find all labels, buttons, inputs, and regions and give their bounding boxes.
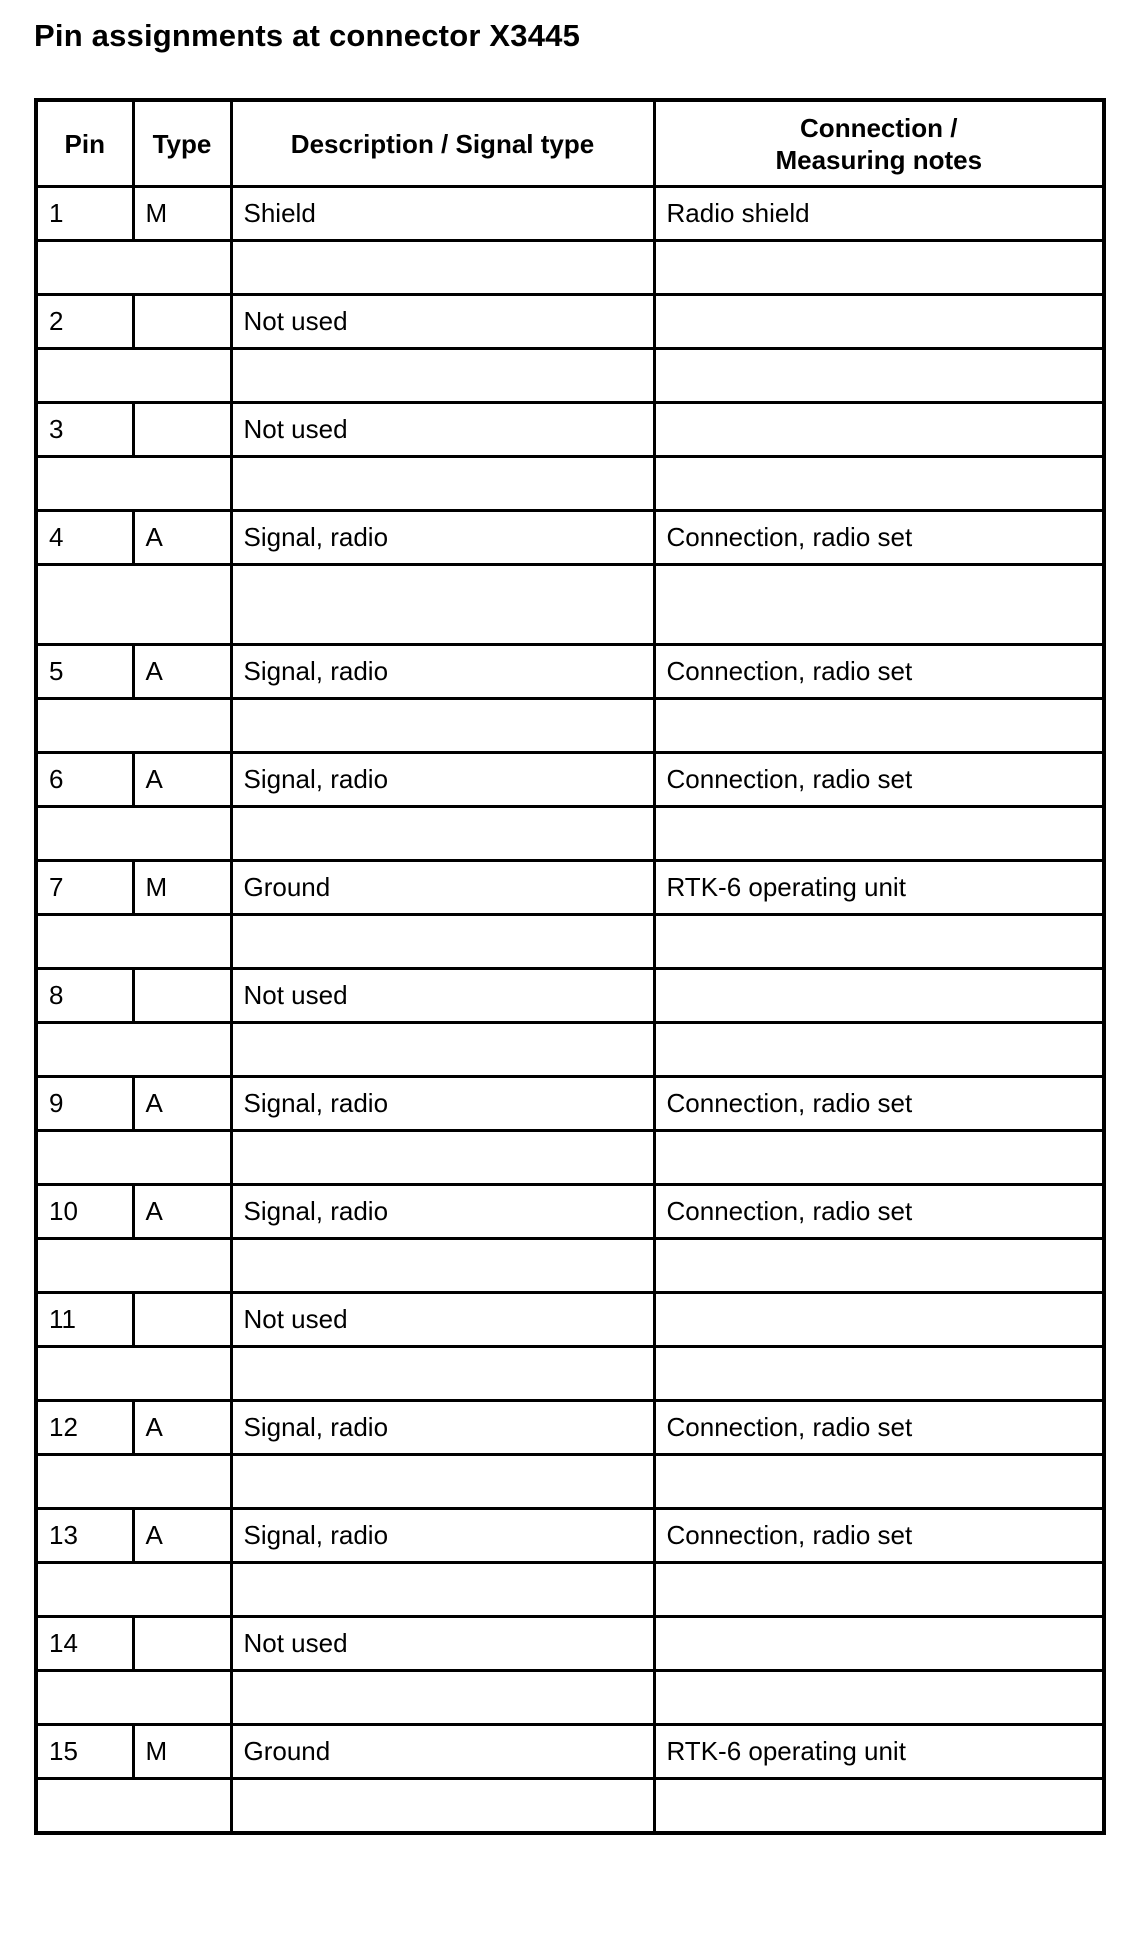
- table-note-row: [36, 1023, 1104, 1077]
- cell-pin: 14: [36, 1617, 133, 1671]
- cell-type: A: [133, 1077, 231, 1131]
- cell-pin: 13: [36, 1509, 133, 1563]
- cell-type: M: [133, 187, 231, 241]
- cell-note-description: [231, 349, 654, 403]
- cell-pin: 9: [36, 1077, 133, 1131]
- table-note-row: [36, 1131, 1104, 1185]
- cell-note-description: [231, 457, 654, 511]
- cell-note-pin-type: [36, 1131, 231, 1185]
- cell-type: M: [133, 1725, 231, 1779]
- table-header-row: [36, 100, 1104, 187]
- cell-note-description: [231, 1131, 654, 1185]
- cell-note-pin-type: [36, 1239, 231, 1293]
- table-note-row: [36, 1347, 1104, 1401]
- cell-description: Not used: [231, 969, 654, 1023]
- cell-type: [133, 295, 231, 349]
- cell-note-pin-type: [36, 915, 231, 969]
- cell-note-description: [231, 241, 654, 295]
- cell-connection: Connection, radio set: [654, 1077, 1104, 1131]
- table-note-row: [36, 1455, 1104, 1509]
- cell-note-description: [231, 915, 654, 969]
- column-header-pin: Pin: [36, 100, 133, 187]
- cell-note-pin-type: [36, 457, 231, 511]
- cell-note-pin-type: [36, 1455, 231, 1509]
- cell-description: Not used: [231, 1617, 654, 1671]
- cell-note-connection: [654, 1563, 1104, 1617]
- cell-connection: [654, 1617, 1104, 1671]
- column-header-description: Description / Signal type: [231, 100, 654, 187]
- cell-type: [133, 969, 231, 1023]
- cell-pin: 3: [36, 403, 133, 457]
- table-note-row: [36, 1239, 1104, 1293]
- table-row: [36, 1725, 1104, 1779]
- table-row: [36, 1617, 1104, 1671]
- cell-pin: 15: [36, 1725, 133, 1779]
- cell-note-description: [231, 1455, 654, 1509]
- column-header-connection-line1: Connection /: [800, 112, 958, 143]
- table-note-row: [36, 349, 1104, 403]
- table-row: [36, 1401, 1104, 1455]
- table-note-row: [36, 1779, 1104, 1834]
- cell-note-pin-type: [36, 241, 231, 295]
- cell-pin: 8: [36, 969, 133, 1023]
- cell-description: Signal, radio: [231, 753, 654, 807]
- column-header-connection: [654, 100, 1104, 187]
- cell-description: Not used: [231, 295, 654, 349]
- table-note-row: [36, 241, 1104, 295]
- column-header-type: Type: [133, 100, 231, 187]
- table-row: [36, 1185, 1104, 1239]
- cell-note-connection: [654, 1239, 1104, 1293]
- cell-note-description: [231, 807, 654, 861]
- cell-description: Ground: [231, 861, 654, 915]
- cell-connection: [654, 295, 1104, 349]
- page-title: Pin assignments at connector X3445: [34, 18, 581, 53]
- cell-type: A: [133, 645, 231, 699]
- cell-type: A: [133, 1185, 231, 1239]
- cell-note-connection: [654, 349, 1104, 403]
- cell-note-connection: [654, 457, 1104, 511]
- cell-note-connection: [654, 565, 1104, 645]
- table-body: [36, 187, 1104, 1834]
- cell-connection: Connection, radio set: [654, 1185, 1104, 1239]
- table-note-row: [36, 807, 1104, 861]
- cell-note-pin-type: [36, 1779, 231, 1834]
- table-note-row: [36, 565, 1104, 645]
- table-row: [36, 861, 1104, 915]
- table-note-row: [36, 457, 1104, 511]
- cell-note-description: [231, 699, 654, 753]
- cell-type: [133, 1617, 231, 1671]
- cell-description: Signal, radio: [231, 1401, 654, 1455]
- cell-description: Not used: [231, 403, 654, 457]
- table-row: [36, 1509, 1104, 1563]
- cell-pin: 6: [36, 753, 133, 807]
- cell-note-pin-type: [36, 1023, 231, 1077]
- cell-pin: 11: [36, 1293, 133, 1347]
- cell-connection: RTK-6 operating unit: [654, 1725, 1104, 1779]
- cell-connection: [654, 403, 1104, 457]
- table-row: [36, 295, 1104, 349]
- cell-note-pin-type: [36, 1671, 231, 1725]
- cell-type: A: [133, 1509, 231, 1563]
- cell-note-pin-type: [36, 349, 231, 403]
- cell-note-connection: [654, 1131, 1104, 1185]
- table-row: [36, 1077, 1104, 1131]
- cell-description: Shield: [231, 187, 654, 241]
- cell-pin: 4: [36, 511, 133, 565]
- cell-pin: 5: [36, 645, 133, 699]
- cell-pin: 10: [36, 1185, 133, 1239]
- cell-note-connection: [654, 699, 1104, 753]
- cell-note-description: [231, 1239, 654, 1293]
- table-note-row: [36, 699, 1104, 753]
- table-note-row: [36, 1563, 1104, 1617]
- cell-note-description: [231, 565, 654, 645]
- cell-note-description: [231, 1023, 654, 1077]
- table-row: [36, 645, 1104, 699]
- cell-type: A: [133, 753, 231, 807]
- cell-note-connection: [654, 915, 1104, 969]
- cell-connection: Connection, radio set: [654, 1401, 1104, 1455]
- cell-connection: Connection, radio set: [654, 753, 1104, 807]
- cell-description: Ground: [231, 1725, 654, 1779]
- cell-note-connection: [654, 1455, 1104, 1509]
- cell-note-connection: [654, 1779, 1104, 1834]
- cell-note-pin-type: [36, 699, 231, 753]
- cell-description: Signal, radio: [231, 645, 654, 699]
- column-header-connection-line2: Measuring notes: [775, 144, 983, 175]
- cell-type: [133, 1293, 231, 1347]
- table-row: [36, 753, 1104, 807]
- cell-type: A: [133, 511, 231, 565]
- cell-pin: 1: [36, 187, 133, 241]
- cell-note-connection: [654, 1023, 1104, 1077]
- cell-note-pin-type: [36, 1347, 231, 1401]
- cell-note-description: [231, 1563, 654, 1617]
- table-note-row: [36, 915, 1104, 969]
- cell-type: [133, 403, 231, 457]
- cell-connection: [654, 1293, 1104, 1347]
- table-row: [36, 511, 1104, 565]
- table-row: [36, 969, 1104, 1023]
- cell-note-description: [231, 1347, 654, 1401]
- cell-connection: [654, 969, 1104, 1023]
- cell-note-connection: [654, 807, 1104, 861]
- table-row: [36, 187, 1104, 241]
- pin-assignment-table: [34, 98, 1106, 1835]
- cell-type: A: [133, 1401, 231, 1455]
- cell-connection: Radio shield: [654, 187, 1104, 241]
- cell-type: M: [133, 861, 231, 915]
- table-row: [36, 1293, 1104, 1347]
- table-row: [36, 403, 1104, 457]
- table-note-row: [36, 1671, 1104, 1725]
- cell-note-connection: [654, 1347, 1104, 1401]
- cell-connection: RTK-6 operating unit: [654, 861, 1104, 915]
- cell-note-description: [231, 1671, 654, 1725]
- cell-description: Signal, radio: [231, 1077, 654, 1131]
- cell-note-connection: [654, 241, 1104, 295]
- cell-note-pin-type: [36, 807, 231, 861]
- cell-pin: 12: [36, 1401, 133, 1455]
- cell-connection: Connection, radio set: [654, 1509, 1104, 1563]
- cell-description: Signal, radio: [231, 1509, 654, 1563]
- cell-note-description: [231, 1779, 654, 1834]
- cell-connection: Connection, radio set: [654, 645, 1104, 699]
- cell-description: Not used: [231, 1293, 654, 1347]
- cell-pin: 2: [36, 295, 133, 349]
- cell-connection: Connection, radio set: [654, 511, 1104, 565]
- cell-description: Signal, radio: [231, 1185, 654, 1239]
- cell-description: Signal, radio: [231, 511, 654, 565]
- cell-pin: 7: [36, 861, 133, 915]
- cell-note-pin-type: [36, 1563, 231, 1617]
- cell-note-connection: [654, 1671, 1104, 1725]
- cell-note-pin-type: [36, 565, 231, 645]
